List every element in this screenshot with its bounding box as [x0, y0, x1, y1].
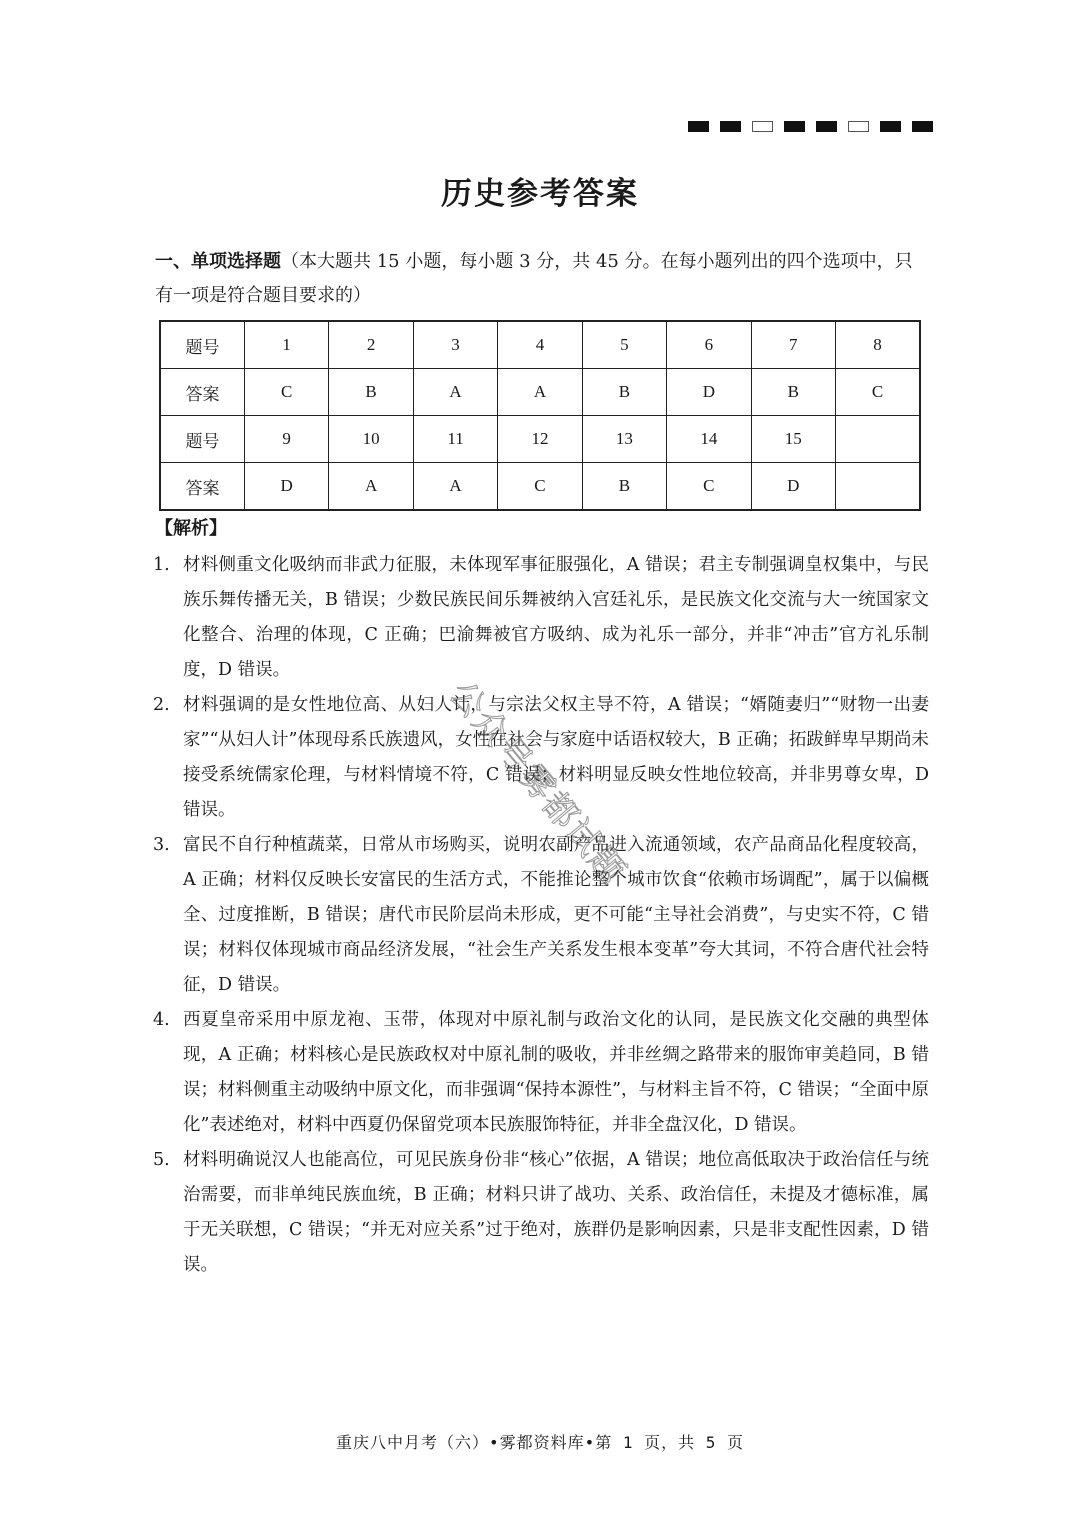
page-footer: 重庆八中月考（六）•雾都资料库•第 1 页，共 5 页: [335, 1433, 745, 1452]
table-cell: D: [244, 463, 328, 511]
table-row-header: 答案: [160, 463, 244, 511]
header-mark-filled: [688, 121, 709, 132]
header-mark-filled: [880, 121, 901, 132]
analysis-list: [153, 548, 929, 1283]
analysis-label: 【解析】: [155, 518, 227, 539]
analysis-item-text: 材料强调的是女性地位高、从妇人计，与宗法父权主导不符，A 错误；“婿随妻归”“财物一出妻家”“从妇人计”体现母系氏族遗风，女性在社会与家庭中话语权较大，B 正确；拓跋鲜卑早期尚未接受系统儒家伦理，与材料情境不符，C 错误；材料明显反映女性地位较高，并非男尊女卑，D 错误。: [183, 695, 929, 820]
table-cell: C: [498, 463, 582, 511]
section-lead: 一、单项选择题: [155, 251, 281, 272]
table-cell: D: [751, 463, 835, 511]
table-cell: A: [413, 369, 497, 416]
analysis-item-number: 1.: [153, 555, 170, 575]
header-marks: [688, 121, 933, 132]
table-cell: 14: [667, 416, 751, 463]
table-row-header: 答案: [160, 369, 244, 416]
table-cell: B: [582, 463, 666, 511]
table-cell: 11: [413, 416, 497, 463]
table-row: [160, 369, 920, 416]
table-cell: 10: [329, 416, 413, 463]
table-cell: C: [836, 369, 921, 416]
table-cell: 12: [498, 416, 582, 463]
table-cell: 5: [582, 321, 666, 369]
header-mark-filled: [784, 121, 805, 132]
table-cell: 2: [329, 321, 413, 369]
table-cell: 15: [751, 416, 835, 463]
header-mark-filled: [816, 121, 837, 132]
analysis-item-text: 材料明确说汉人也能高位，可见民族身份非“核心”依据，A 错误；地位高低取决于政治信任与统治需要，而非单纯民族血统，B 正确；材料只讲了战功、关系、政治信任，未提及才德标准，属于无关联想，C 错误；“并无对应关系”过于绝对，族群仍是影响因素，只是非支配性因素，D 错误。: [183, 1150, 929, 1275]
table-row-header: 题号: [160, 416, 244, 463]
table-row: [160, 416, 920, 463]
analysis-item: [153, 548, 929, 688]
analysis-item-number: 4.: [153, 1010, 170, 1030]
analysis-item-number: 5.: [153, 1150, 170, 1170]
watermark-text: 公众号雾都试题: [441, 674, 634, 893]
table-cell: [836, 416, 921, 463]
header-mark-hollow: [848, 121, 869, 132]
table-cell: 8: [836, 321, 921, 369]
table-cell: B: [751, 369, 835, 416]
table-cell: 9: [244, 416, 328, 463]
table-cell: 6: [667, 321, 751, 369]
table-cell: C: [667, 463, 751, 511]
table-row: [160, 463, 920, 511]
analysis-item: [153, 1003, 929, 1143]
analysis-item-number: 3.: [153, 835, 170, 855]
analysis-item-text: 富民不自行种植蔬菜，日常从市场购买，说明农副产品进入流通领域，农产品商品化程度较高，A 正确；材料仅反映长安富民的生活方式，不能推论整个城市饮食“依赖市场调配”，属于以偏概全、过度推断，B 错误；唐代市民阶层尚未形成，更不可能“主导社会消费”，与史实不符，C 错误；材料仅体现城市商品经济发展，“社会生产关系发生根本变革”夸大其词，不符合唐代社会特征，D 错误。: [183, 835, 929, 995]
section-desc: （本大题共 15 小题，每小题 3 分，共 45 分。在每小题列出的四个选项中，只有一项是符合题目要求的）: [155, 251, 913, 306]
answer-table: [159, 320, 921, 511]
table-row: [160, 321, 920, 369]
analysis-item-number: 2.: [153, 695, 170, 715]
section-intro: [155, 245, 930, 313]
table-cell: B: [582, 369, 666, 416]
table-cell: 4: [498, 321, 582, 369]
header-mark-hollow: [752, 121, 773, 132]
analysis-item: [153, 688, 929, 828]
table-cell: 1: [244, 321, 328, 369]
table-cell: 7: [751, 321, 835, 369]
table-cell: B: [329, 369, 413, 416]
table-cell: A: [329, 463, 413, 511]
header-mark-filled: [720, 121, 741, 132]
table-row-header: 题号: [160, 321, 244, 369]
table-cell: D: [667, 369, 751, 416]
table-cell: 13: [582, 416, 666, 463]
analysis-item: [153, 828, 929, 1003]
header-mark-filled: [912, 121, 933, 132]
table-cell: 3: [413, 321, 497, 369]
analysis-item: [153, 1143, 929, 1283]
table-cell: C: [244, 369, 328, 416]
table-cell: [836, 463, 921, 511]
analysis-item-text: 材料侧重文化吸纳而非武力征服，未体现军事征服强化，A 错误；君主专制强调皇权集中，与民族乐舞传播无关，B 错误；少数民族民间乐舞被纳入宫廷礼乐，是民族文化交流与大一统国家文化整合、治理的体现，C 正确；巴渝舞被官方吸纳、成为礼乐一部分，并非“冲击”官方礼乐制度，D 错误。: [183, 555, 929, 680]
table-cell: A: [498, 369, 582, 416]
analysis-item-text: 西夏皇帝采用中原龙袍、玉带，体现对中原礼制与政治文化的认同，是民族文化交融的典型体现，A 正确；材料核心是民族政权对中原礼制的吸收，并非丝绸之路带来的服饰审美趋同，B 错误；材料侧重主动吸纳中原文化，而非强调“保持本源性”，与材料主旨不符，C 错误；“全面中原化”表述绝对，材料中西夏仍保留党项本民族服饰特征，并非全盘汉化，D 错误。: [183, 1010, 929, 1135]
page-title: 历史参考答案: [441, 176, 639, 212]
table-cell: A: [413, 463, 497, 511]
